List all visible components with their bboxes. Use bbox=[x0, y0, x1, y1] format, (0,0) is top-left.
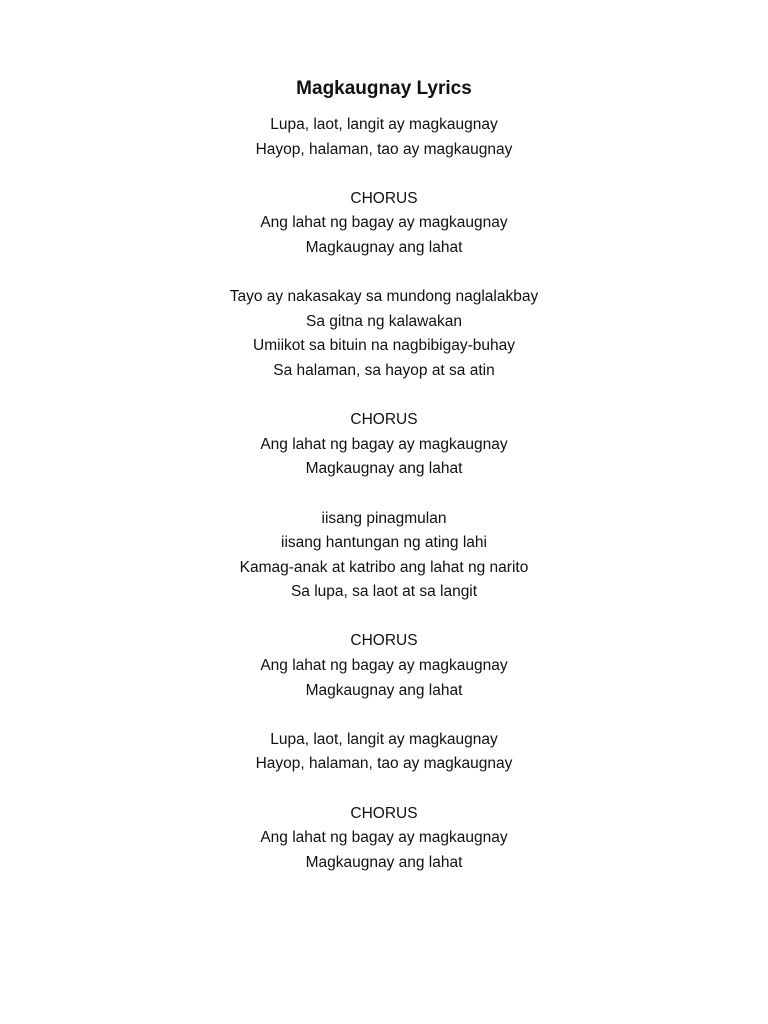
stanza-verse bbox=[0, 728, 768, 777]
lyric-line: Hayop, halaman, tao ay magkaugnay bbox=[255, 140, 513, 158]
stanza-chorus bbox=[0, 408, 768, 482]
lyric-line: Lupa, laot, langit ay magkaugnay bbox=[270, 730, 498, 748]
lyrics-body bbox=[0, 113, 768, 900]
lyric-line: Ang lahat ng bagay ay magkaugnay bbox=[260, 657, 508, 675]
stanza-verse bbox=[0, 285, 768, 383]
lyric-line: Magkaugnay ang lahat bbox=[305, 238, 463, 256]
lyric-line: Sa halaman, sa hayop at sa atin bbox=[273, 361, 495, 379]
lyric-line: Sa lupa, sa laot at sa langit bbox=[290, 583, 478, 601]
lyric-line: Magkaugnay ang lahat bbox=[305, 460, 463, 478]
lyric-line: Ang lahat ng bagay ay magkaugnay bbox=[260, 829, 508, 847]
stanza-verse bbox=[0, 113, 768, 162]
lyric-line: Hayop, halaman, tao ay magkaugnay bbox=[255, 755, 513, 773]
lyric-line: Umiikot sa bituin na nagbibigay-buhay bbox=[253, 337, 515, 355]
stanza-chorus bbox=[0, 629, 768, 703]
lyric-line: Sa gitna ng kalawakan bbox=[306, 312, 462, 330]
lyric-line: Lupa, laot, langit ay magkaugnay bbox=[270, 116, 498, 133]
lyric-line: Magkaugnay ang lahat bbox=[305, 681, 463, 699]
stanza-chorus bbox=[0, 802, 768, 876]
chorus-label: CHORUS bbox=[350, 411, 418, 429]
chorus-label: CHORUS bbox=[350, 804, 418, 822]
lyric-line: Tayo ay nakasakay sa mundong naglalakbay bbox=[229, 288, 539, 306]
lyric-line: Kamag-anak at katribo ang lahat ng narito bbox=[239, 558, 529, 576]
lyric-line: iisang hantungan ng ating lahi bbox=[281, 534, 487, 552]
stanza-verse bbox=[0, 507, 768, 605]
lyric-line: Ang lahat ng bagay ay magkaugnay bbox=[260, 214, 508, 232]
chorus-label: CHORUS bbox=[350, 189, 418, 207]
lyric-line: Ang lahat ng bagay ay magkaugnay bbox=[260, 435, 508, 453]
lyric-line: Magkaugnay ang lahat bbox=[305, 853, 463, 871]
page-title: Magkaugnay Lyrics bbox=[296, 78, 472, 99]
chorus-label: CHORUS bbox=[350, 632, 418, 650]
lyric-line: iisang pinagmulan bbox=[321, 509, 447, 527]
stanza-chorus bbox=[0, 187, 768, 261]
